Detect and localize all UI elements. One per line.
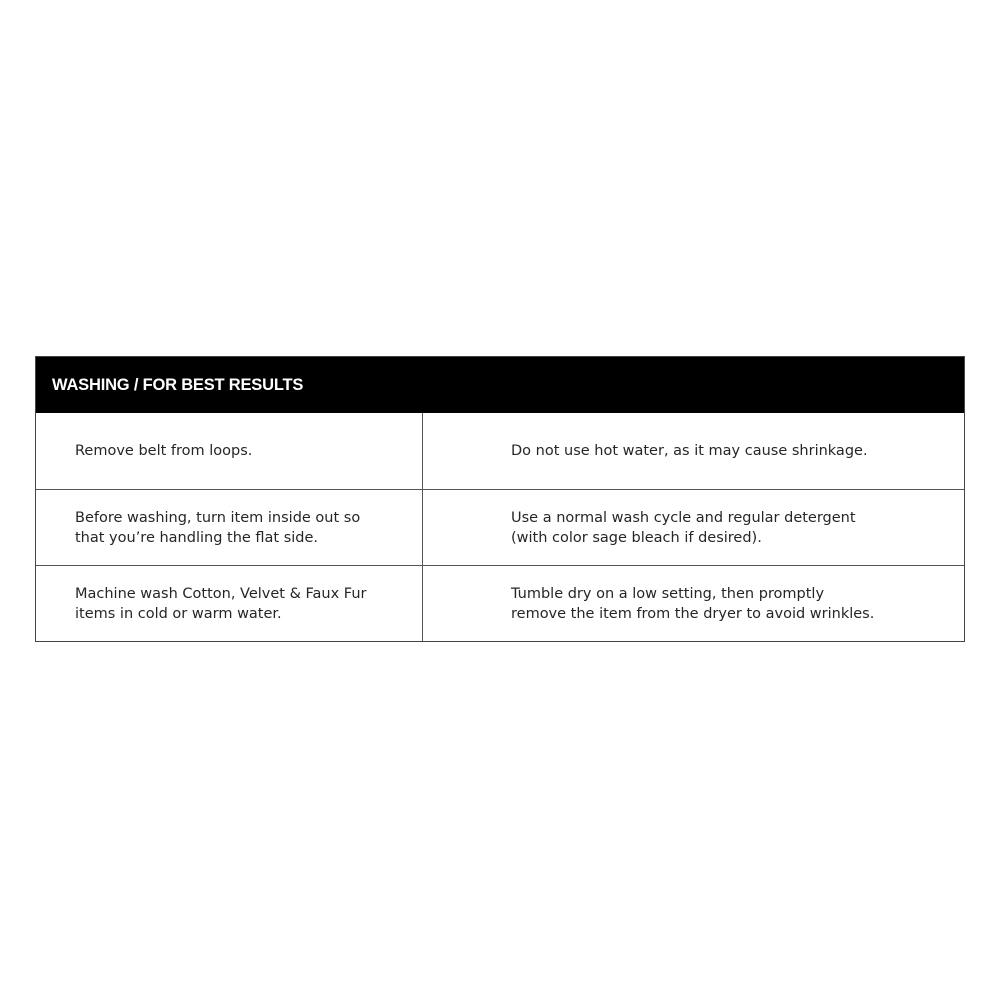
care-instruction-text: Remove belt from loops.	[75, 443, 253, 459]
table-cell-right	[423, 490, 964, 565]
care-instruction-text: Before washing, turn item inside out so that you’re handling the flat side.	[75, 509, 361, 546]
table-row	[36, 413, 964, 489]
table-cell-right	[423, 566, 964, 641]
care-instructions-table	[35, 356, 965, 642]
table-header	[36, 357, 964, 413]
table-title: WASHING / FOR BEST RESULTS	[52, 375, 304, 394]
care-instruction-text: Tumble dry on a low setting, then promptly remove the item from the dryer to avoid wrinkles.	[511, 585, 875, 622]
table-cell-left	[36, 490, 423, 565]
table-cell-left	[36, 566, 423, 641]
table-cell-left	[36, 413, 423, 489]
table-row	[36, 489, 964, 565]
table-body	[36, 413, 964, 641]
care-instruction-text: Use a normal wash cycle and regular detergent (with color sage bleach if desired).	[511, 509, 856, 546]
table-cell-right	[423, 413, 964, 489]
table-row	[36, 565, 964, 641]
care-instruction-text: Machine wash Cotton, Velvet & Faux Fur items in cold or warm water.	[75, 585, 367, 622]
care-instruction-text: Do not use hot water, as it may cause shrinkage.	[511, 443, 868, 459]
